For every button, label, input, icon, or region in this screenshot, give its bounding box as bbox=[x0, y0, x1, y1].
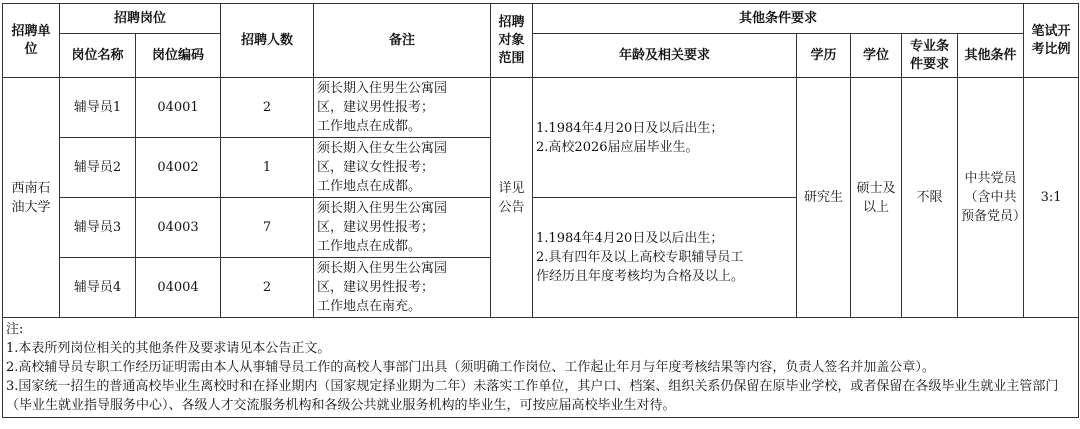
header-ratio: 笔试开考比例 bbox=[1024, 4, 1079, 78]
header-remarks: 备注 bbox=[314, 4, 491, 78]
note-item: 1.本表所列岗位相关的其他条件及要求请见本公告正文。 bbox=[6, 341, 331, 356]
header-post-name: 岗位名称 bbox=[60, 34, 136, 78]
header-other: 其他条件 bbox=[958, 34, 1024, 78]
age-requirement-cell-a: 1.1984年4月20日及以后出生； 2.高校2026届应届毕业生。 bbox=[533, 78, 797, 198]
note-item: 3.国家统一招生的普通高校毕业生离校时和在择业期内（国家规定择业期为二年）未落实工作单位，其户口、档案、组织关系仍保留在原毕业学校，或者保留在各级毕业生就业主管部门（毕业生就业指导服务中心）、各级人才交流服务机构和各级公共就业服务机构的毕业生，可按应届高校毕业生对待。 bbox=[6, 379, 1059, 413]
remark-cell: 须长期入住男生公寓园 区，建议男性报考； 工作地点在南充。 bbox=[314, 258, 491, 318]
header-major: 专业条件要求 bbox=[902, 34, 958, 78]
post-name-cell: 辅导员4 bbox=[60, 258, 136, 318]
remark-cell: 须长期入住男生公寓园 区，建议男性报考； 工作地点在成都。 bbox=[314, 198, 491, 258]
remark-cell: 须长期入住女生公寓园 区，建议女性报考； 工作地点在成都。 bbox=[314, 138, 491, 198]
post-code-cell: 04004 bbox=[136, 258, 221, 318]
note-label: 注: bbox=[6, 322, 24, 337]
other-condition-cell: 中共党员（含中共预备党员） bbox=[958, 78, 1024, 318]
unit-name-cell: 西南石油大学 bbox=[3, 78, 60, 318]
header-target: 招聘对象范围 bbox=[491, 4, 533, 78]
recruitment-table bbox=[2, 3, 1079, 418]
target-cell: 详见公告 bbox=[491, 78, 533, 318]
header-post-code: 岗位编码 bbox=[136, 34, 221, 78]
post-count-cell: 2 bbox=[221, 78, 314, 138]
post-name-cell: 辅导员2 bbox=[60, 138, 136, 198]
post-code-cell: 04003 bbox=[136, 198, 221, 258]
notes-row bbox=[3, 318, 1079, 418]
major-cell: 不限 bbox=[902, 78, 958, 318]
header-count: 招聘人数 bbox=[221, 4, 314, 78]
education-cell: 研究生 bbox=[797, 78, 851, 318]
age-requirement-cell-b: 1.1984年4月20日及以后出生； 2.具有四年及以上高校专职辅导员工 作经历且年度考核均为合格及以上。 bbox=[533, 198, 797, 318]
post-code-cell: 04001 bbox=[136, 78, 221, 138]
post-count-cell: 7 bbox=[221, 198, 314, 258]
post-name-cell: 辅导员3 bbox=[60, 198, 136, 258]
remark-cell: 须长期入住男生公寓园 区，建议男性报考； 工作地点在成都。 bbox=[314, 78, 491, 138]
post-count-cell: 2 bbox=[221, 258, 314, 318]
post-code-cell: 04002 bbox=[136, 138, 221, 198]
header-age: 年龄及相关要求 bbox=[533, 34, 797, 78]
ratio-cell: 3:1 bbox=[1024, 78, 1079, 318]
header-post-group: 招聘岗位 bbox=[60, 4, 221, 34]
note-item: 2.高校辅导员专职工作经历证明需由本人从事辅导员工作的高校人事部门出具（须明确工作岗位、工作起止年月与年度考核结果等内容，负责人签名并加盖公章）。 bbox=[6, 360, 935, 375]
notes-cell bbox=[3, 318, 1079, 418]
header-other-group: 其他条件要求 bbox=[533, 4, 1024, 34]
post-name-cell: 辅导员1 bbox=[60, 78, 136, 138]
degree-cell: 硕士及以上 bbox=[851, 78, 902, 318]
header-degree: 学位 bbox=[851, 34, 902, 78]
header-education: 学历 bbox=[797, 34, 851, 78]
table-row bbox=[3, 78, 1079, 138]
header-unit: 招聘单位 bbox=[3, 4, 60, 78]
post-count-cell: 1 bbox=[221, 138, 314, 198]
